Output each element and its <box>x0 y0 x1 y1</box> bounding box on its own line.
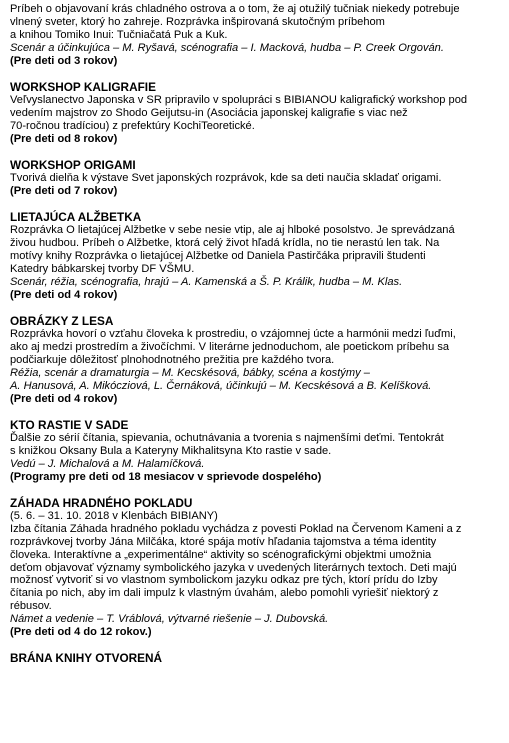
section-text-line: Rozprávka hovorí o vzťahu človeka k prostrediu, o vzájomnej úcte a harmónii medzi ľuďmi, <box>10 328 456 341</box>
section-text-line: ako aj medzi prostredím a živočíchmi. V literárne jednoduchom, ale poetickom príbehu sa <box>10 340 450 353</box>
section-age: (Programy pre deti od 18 mesiacov v sprievode dospelého) <box>10 470 322 483</box>
intro-text-line: vlnený sveter, ktorý ho zahreje. Rozprávka inšpirovaná skutočným príbehom <box>10 15 385 28</box>
section-credits: Scenár, réžia, scénografia, hrajú – A. Kamenská a Š. P. Králik, hudba – M. Klas. <box>10 275 403 288</box>
section-text-line: Veľvyslanectvo Japonska v SR pripravilo v spolupráci s BIBIANOU kaligrafický workshop pod <box>10 93 468 106</box>
section-date-line: (5. 6. – 31. 10. 2018 v Klenbách BIBIANY) <box>10 509 218 522</box>
section-brana-knihy-otvorena <box>10 652 505 665</box>
section-age: (Pre deti od 8 rokov) <box>10 132 118 145</box>
section-age: (Pre deti od 7 rokov) <box>10 184 118 197</box>
section-age: (Pre deti od 4 rokov) <box>10 288 118 301</box>
section-text-line: s knižkou Oksany Bula a Kateryny Mikhalitsyna Kto rastie v sade. <box>10 444 332 457</box>
section-text-line: vedením majstrov zo Shodo Geijutsu-in (Asociácia japonskej kaligrafie s viac než <box>10 106 408 119</box>
section-title: WORKSHOP ORIGAMI <box>10 158 136 173</box>
section-text-line: 70-ročnou tradíciou) z prefektúry KochiTeoretické. <box>10 119 255 132</box>
section-zahada-hradneho-pokladu <box>10 497 505 639</box>
section-text-line: deťom objavovať významy symbolického jazyka v uvedených literárnych textoch. Deti majú <box>10 561 457 574</box>
section-text-line: Katedry bábkarskej tvorby DF VŠMU. <box>10 262 195 275</box>
section-text-line: Tvorivá dielňa k výstave Svet japonských rozprávok, kde sa deti naučia skladať origami. <box>10 171 442 184</box>
section-age: (Pre deti od 4 rokov) <box>10 392 118 405</box>
section-title: LIETAJÚCA ALŽBETKA <box>10 210 142 225</box>
section-kto-rastie-v-sade <box>10 419 505 484</box>
intro-block <box>10 3 505 68</box>
section-obrazky-z-lesa <box>10 315 505 405</box>
intro-text-line: a knihou Tomiko Inui: Tučniačatá Puk a Kuk. <box>10 28 228 41</box>
section-title: KTO RASTIE V SADE <box>10 417 129 432</box>
document-page <box>10 3 505 665</box>
section-workshop-origami <box>10 159 505 198</box>
intro-credits: Scenár a účinkujúca – M. Ryšavá, scénografia – I. Macková, hudba – P. Creek Orgován. <box>10 41 444 54</box>
section-age: (Pre deti od 4 do 12 rokov.) <box>10 626 152 639</box>
section-text-line: podčiarkuje dôležitosť plnohodnotného prežitia pre každého tvora. <box>10 353 335 366</box>
section-text-line: rozprávkovej tvorby Jána Milčáka, ktoré spája motív hľadania tajomstva a téma identity <box>10 535 437 548</box>
section-text-line: možnosť vytvoriť si vo vlastnom symbolickom jazyku odkaz pre tých, ktorí prídu do Izby <box>10 574 438 587</box>
intro-text-line: Príbeh o objavovaní krás chladného ostrova a o tom, že aj otužilý tučniak niekedy potrebuje <box>10 3 460 15</box>
section-title: OBRÁZKY Z LESA <box>10 314 114 329</box>
section-title: ZÁHADA HRADNÉHO POKLADU <box>10 496 193 510</box>
section-text-line: motívy knihy Rozprávka o lietajúcej Alžbetke od Daniela Pastirčáka pripravili študenti <box>10 250 426 262</box>
section-text-line: človeka. Interaktívne a „experimentálne“ aktivity so scénografickými objektmi umožnia <box>10 548 432 561</box>
section-text-line: živou hudbou. Príbeh o Alžbetke, ktorá celý život hľadá krídla, no tie nerastú len tak. Na <box>10 237 440 250</box>
section-credits: A. Hanusová, A. Mikócziová, L. Černáková, účinkujú – M. Kecskésová a B. Kelíšková. <box>10 379 432 392</box>
section-text-line: čítania po nich, aby im dali impulz k vlastným úvahám, alebo pomohli vyriešiť niektorý z <box>10 587 439 600</box>
section-credits: Vedú – J. Michalová a M. Halamíčková. <box>10 457 205 470</box>
intro-age: (Pre deti od 3 rokov) <box>10 54 118 67</box>
section-lietajuca-alzbetka <box>10 211 505 301</box>
section-credits: Réžia, scenár a dramaturgia – M. Kecskésová, bábky, scéna a kostýmy – <box>10 366 370 379</box>
section-text-line: Ďalšie zo sérií čítania, spievania, ochutnávania a tvorenia s najmenšími deťmi. Tentokrát <box>10 431 444 444</box>
section-text-line: Izba čítania Záhada hradného pokladu vychádza z povesti Poklad na Červenom Kameni a z <box>10 522 462 535</box>
section-title: BRÁNA KNIHY OTVORENÁ <box>10 651 163 666</box>
section-workshop-kaligrafie <box>10 81 505 146</box>
section-credits: Námet a vedenie – T. Vráblová, výtvarné riešenie – J. Dubovská. <box>10 613 329 626</box>
section-text-line: Rozprávka O lietajúcej Alžbetke v sebe nesie vtip, ale aj hlboké posolstvo. Je sprevádzaná <box>10 224 455 237</box>
section-title: WORKSHOP KALIGRAFIE <box>10 80 156 95</box>
section-text-line: rébusov. <box>10 600 52 613</box>
